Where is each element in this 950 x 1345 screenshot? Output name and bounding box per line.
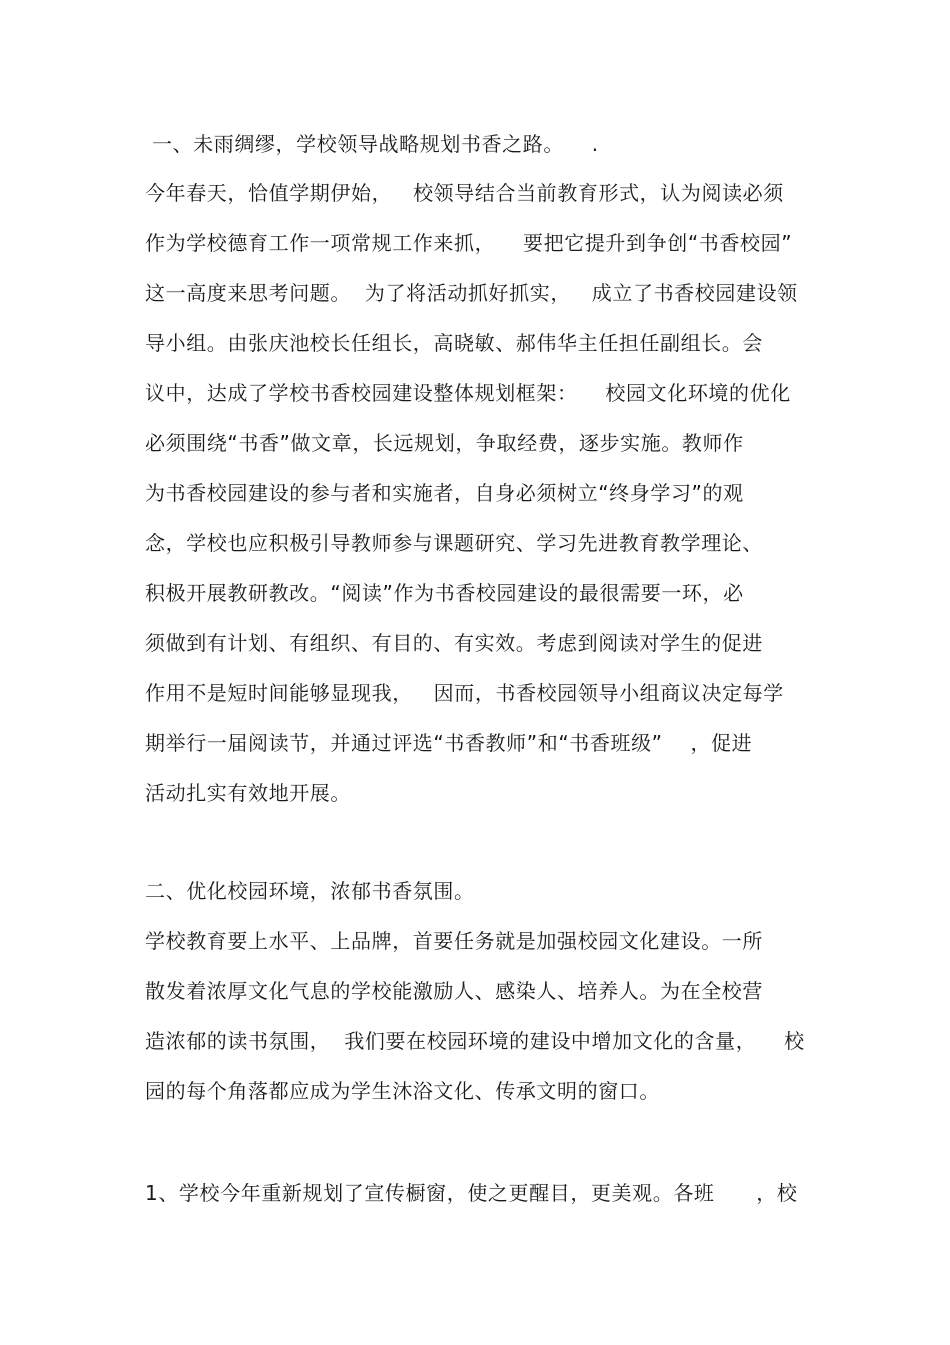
section2-heading: 二、优化校园环境，浓郁书香氛围。 — [145, 879, 475, 903]
section2-line-4: 园的每个角落都应成为学生沐浴文化、传承文明的窗口。 — [145, 1079, 660, 1103]
section2-line-1: 学校教育要上水平、上品牌，首要任务就是加强校园文化建设。一所 — [145, 929, 763, 953]
section1-line-13: 活动扎实有效地开展。 — [145, 781, 351, 805]
section1-line-9: 积极开展教研教改。“阅读”作为书香校园建设的最很需要一环，必 — [145, 581, 744, 605]
section1-line-6: 必须围绕“书香”做文章，长远规划，争取经费，逐步实施。教师作 — [145, 431, 744, 455]
section1-line-10: 须做到有计划、有组织、有目的、有实效。考虑到阅读对学生的促进 — [145, 631, 763, 655]
section1-line-11: 作用不是短时间能够显现我， 因而，书香校园领导小组商议决定每学 — [145, 681, 784, 705]
section2-line-2: 散发着浓厚文化气息的学校能激励人、感染人、培养人。为在全校营 — [145, 979, 763, 1003]
section1-line-12: 期举行一届阅读节，并通过评选“书香教师”和“书香班级” ，促进 — [145, 731, 753, 755]
section1-line-7: 为书香校园建设的参与者和实施者，自身必须树立“终身学习”的观 — [145, 481, 744, 505]
section1-heading: 一、未雨绸缪，学校领导战略规划书香之路。 . — [145, 132, 599, 156]
section1-line-8: 念，学校也应积极引导教师参与课题研究、学习先进教育教学理论、 — [145, 531, 763, 555]
section1-line-5: 议中，达成了学校书香校园建设整体规划框架： 校园文化环境的优化 — [145, 381, 791, 405]
section1-line-1: 今年春天，恰值学期伊始， 校领导结合当前教育形式，认为阅读必须 — [145, 181, 784, 205]
section1-line-3: 这一高度来思考问题。 为了将活动抓好抓实， 成立了书香校园建设领 — [145, 281, 798, 305]
item1-line: 1、学校今年重新规划了宣传橱窗，使之更醒目，更美观。各班 ，校 — [145, 1181, 798, 1205]
section1-line-2: 作为学校德育工作一项常规工作来抓， 要把它提升到争创“书香校园” — [145, 231, 793, 255]
section1-line-4: 导小组。由张庆池校长任组长，高晓敏、郝伟华主任担任副组长。会 — [145, 331, 763, 355]
section2-line-3: 造浓郁的读书氛围， 我们要在校园环境的建设中增加文化的含量， 校 — [145, 1029, 805, 1053]
